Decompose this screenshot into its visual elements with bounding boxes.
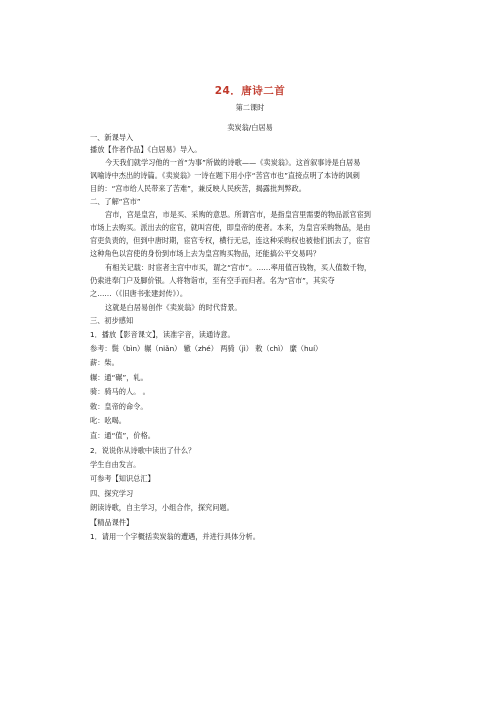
paragraph-line: 之……（《旧唐书张建封传》）。 (90, 289, 188, 298)
paragraph-line: 学生自由发言。 (90, 460, 141, 469)
gloss-line: 叱：吆喝。 (90, 416, 126, 425)
paragraph-line: 【精品课件】 (90, 518, 134, 527)
paragraph-line: 1．请用一个字概括卖炭翁的遭遇，并进行具体分析。 (90, 532, 260, 541)
section-heading-intro: 一、新课导入 (90, 133, 134, 142)
poem-heading: 卖炭翁/白居易 (227, 123, 273, 132)
paragraph-line: 仍索进奉门户及脚价银。人将物诣市，至有空手而归者。名为“宫市”，其实夺 (90, 276, 335, 285)
gloss-line: 直：通“值”，价格。 (90, 431, 155, 440)
paragraph-line: 今天我们就学习他的一首“为事”所做的诗歌——《卖炭翁》。这首叙事诗是白居易 (105, 158, 361, 167)
paragraph-line: 这就是白居易创作《卖炭翁》的时代背景。 (105, 303, 242, 312)
paragraph-line: 2．说说你从诗歌中读出了什么？ (90, 446, 196, 455)
gloss-line: 辗：通“碾”，轧。 (90, 373, 148, 382)
section-heading-inquiry: 四、探究学习 (90, 489, 134, 498)
paragraph-line: 官吏负责的，但到中唐时期，宦官专权，横行无忌，连这种采购权也被他们抓去了，宦官 (90, 236, 371, 245)
paragraph-line: 参考：鬓（bìn）辗（niǎn） 辙（zhé） 两骑（jì） 敕（chì） 縻（huí） (90, 344, 323, 353)
paragraph-line: 朗读诗歌，自主学习，小组合作，探究问题。 (90, 503, 234, 512)
paragraph-line: 有相关记载：时宦者主宫中市买，谓之“宫市”。……率用值百钱物，买人值数千物， (105, 263, 372, 272)
lesson-title: 24．唐诗二首 (214, 85, 286, 97)
gloss-line: 敕：皇帝的命令。 (90, 402, 148, 411)
paragraph-line: 宫市，宫是皇宫，市是买、采购的意思。所谓宫市，是指皇宫里需要的物品派官宦到 (105, 210, 371, 219)
paragraph-line: 1．播放【影音课文】，读准字音，读通诗意。 (90, 330, 235, 339)
paragraph-line: 播放【作者作品】《白居易》导入。 (90, 145, 202, 154)
section-heading-gongshi: 二、了解“宫市” (90, 197, 141, 206)
paragraph-line: 可参考【知识总汇】 (90, 474, 155, 483)
lesson-subtitle: 第二课时 (235, 103, 265, 112)
paragraph-line: 目的：“宫市给人民带来了苦难”，兼反映人民疾苦，揭露批判弊政。 (90, 184, 306, 193)
section-heading-perception: 三、初步感知 (90, 316, 134, 325)
paragraph-line: 这种角色以宫使的身份到市场上去为皇宫购买物品，还能搞公平交易吗？ (90, 249, 321, 258)
gloss-line: 薪：柴。 (90, 358, 119, 367)
gloss-line: 骑：骑马的人。 。 (90, 387, 150, 396)
paragraph-line: 市场上去购买。派出去的宦官，就叫宫使，即皇帝的使者。本来，为皇宫采购物品，是由 (90, 223, 371, 232)
paragraph-line: 讽喻诗中杰出的诗篇。《卖炭翁》一诗在题下用小序“苦宫市也”直接点明了本诗的讽刺 (90, 171, 360, 180)
